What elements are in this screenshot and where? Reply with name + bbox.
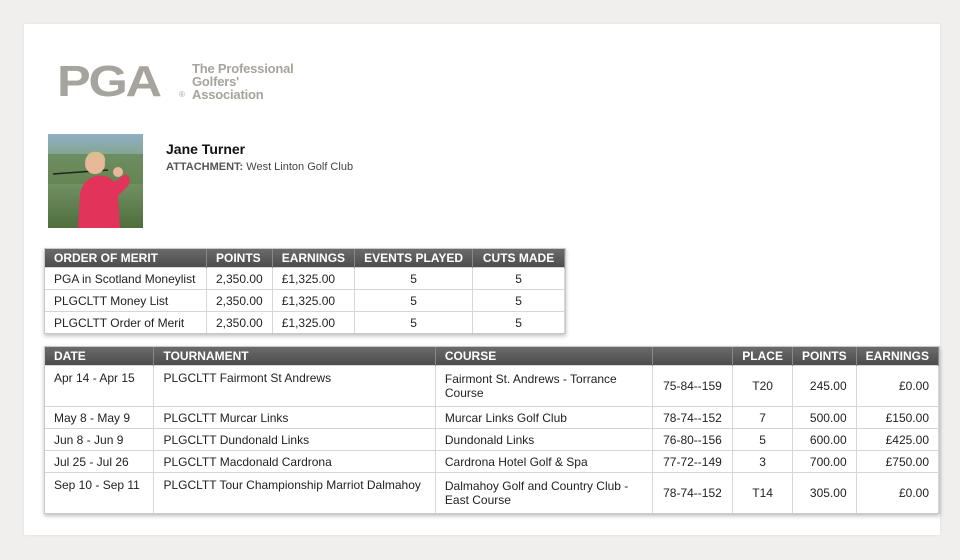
logo-line: The Professional: [192, 61, 294, 76]
player-name: Jane Turner: [166, 141, 246, 157]
table-cell: £1,325.00: [272, 290, 354, 312]
table-cell: T20: [733, 366, 793, 407]
column-header[interactable]: COURSE: [435, 347, 652, 366]
table-cell: 3: [733, 451, 793, 473]
column-header[interactable]: [652, 347, 733, 366]
table-cell: 78-74--152: [652, 407, 733, 429]
logo-line: Association: [192, 87, 264, 102]
table-cell: £750.00: [856, 451, 938, 473]
attachment-value: West Linton Golf Club: [246, 161, 354, 173]
table-row: [45, 290, 565, 312]
column-header[interactable]: EARNINGS: [856, 347, 938, 366]
order-of-merit-table: [44, 248, 566, 334]
table-cell: 5: [733, 429, 793, 451]
table-row: [45, 312, 565, 334]
table-cell: £0.00: [856, 366, 938, 407]
table-cell: 5: [473, 290, 565, 312]
table-cell: PLGCLTT Order of Merit: [45, 312, 207, 334]
table-cell: PLGCLTT Murcar Links: [154, 407, 435, 429]
table-cell: £1,325.00: [272, 268, 354, 290]
table-cell: 76-80--156: [652, 429, 733, 451]
table-cell: May 8 - May 9: [45, 407, 154, 429]
column-header[interactable]: EVENTS PLAYED: [355, 249, 473, 268]
table-cell: PLGCLTT Money List: [45, 290, 207, 312]
table-cell: 700.00: [792, 451, 856, 473]
table-cell: 5: [473, 268, 565, 290]
table-row: [45, 268, 565, 290]
table-cell: 75-84--159: [652, 366, 733, 407]
table-cell: Murcar Links Golf Club: [435, 407, 652, 429]
column-header[interactable]: POINTS: [792, 347, 856, 366]
table-row: [45, 473, 939, 514]
column-header[interactable]: EARNINGS: [272, 249, 354, 268]
player-photo: [48, 134, 143, 228]
table-cell: PLGCLTT Fairmont St Andrews: [154, 366, 435, 407]
table-cell: PLGCLTT Macdonald Cardrona: [154, 451, 435, 473]
table-cell: 78-74--152: [652, 473, 733, 514]
table-cell: T14: [733, 473, 793, 514]
table-cell: Dundonald Links: [435, 429, 652, 451]
table-row: [45, 429, 939, 451]
table-cell: £0.00: [856, 473, 938, 514]
table-cell: Apr 14 - Apr 15: [45, 366, 154, 407]
table-cell: 77-72--149: [652, 451, 733, 473]
table-cell: 2,350.00: [207, 290, 273, 312]
column-header[interactable]: PLACE: [733, 347, 793, 366]
table-cell: Sep 10 - Sep 11: [45, 473, 154, 514]
profile-card: [24, 24, 940, 535]
table-cell: £425.00: [856, 429, 938, 451]
table-cell: £150.00: [856, 407, 938, 429]
column-header[interactable]: POINTS: [207, 249, 273, 268]
table-cell: 600.00: [792, 429, 856, 451]
table-cell: 5: [355, 312, 473, 334]
tournament-results-table: [44, 346, 940, 514]
table-cell: 5: [473, 312, 565, 334]
column-header[interactable]: CUTS MADE: [473, 249, 565, 268]
table-cell: PLGCLTT Dundonald Links: [154, 429, 435, 451]
table-cell: Cardrona Hotel Golf & Spa: [435, 451, 652, 473]
logo-wordmark: [192, 62, 294, 101]
attachment-label: ATTACHMENT:: [166, 161, 244, 173]
table-cell: 245.00: [792, 366, 856, 407]
table-cell: PGA in Scotland Moneylist: [45, 268, 207, 290]
attachment-info: [166, 161, 353, 173]
column-header[interactable]: DATE: [45, 347, 154, 366]
table-cell: Dalmahoy Golf and Country Club - East Course: [435, 473, 652, 514]
table-cell: 5: [355, 290, 473, 312]
table-row: [45, 407, 939, 429]
column-header[interactable]: TOURNAMENT: [154, 347, 435, 366]
table-cell: Jul 25 - Jul 26: [45, 451, 154, 473]
logo-mark: PGA: [57, 57, 160, 106]
table-cell: 2,350.00: [207, 268, 273, 290]
table-cell: 2,350.00: [207, 312, 273, 334]
logo-line: Golfers': [192, 74, 240, 89]
table-cell: £1,325.00: [272, 312, 354, 334]
column-header[interactable]: ORDER OF MERIT: [45, 249, 207, 268]
table-row: [45, 366, 939, 407]
table-cell: 7: [733, 407, 793, 429]
table-cell: 5: [355, 268, 473, 290]
table-cell: 305.00: [792, 473, 856, 514]
table-cell: 500.00: [792, 407, 856, 429]
table-cell: Jun 8 - Jun 9: [45, 429, 154, 451]
pga-logo[interactable]: [57, 57, 297, 106]
table-cell: PLGCLTT Tour Championship Marriot Dalmahoy: [154, 473, 435, 514]
table-cell: Fairmont St. Andrews - Torrance Course: [435, 366, 652, 407]
table-row: [45, 451, 939, 473]
registered-mark: ®: [179, 90, 185, 99]
